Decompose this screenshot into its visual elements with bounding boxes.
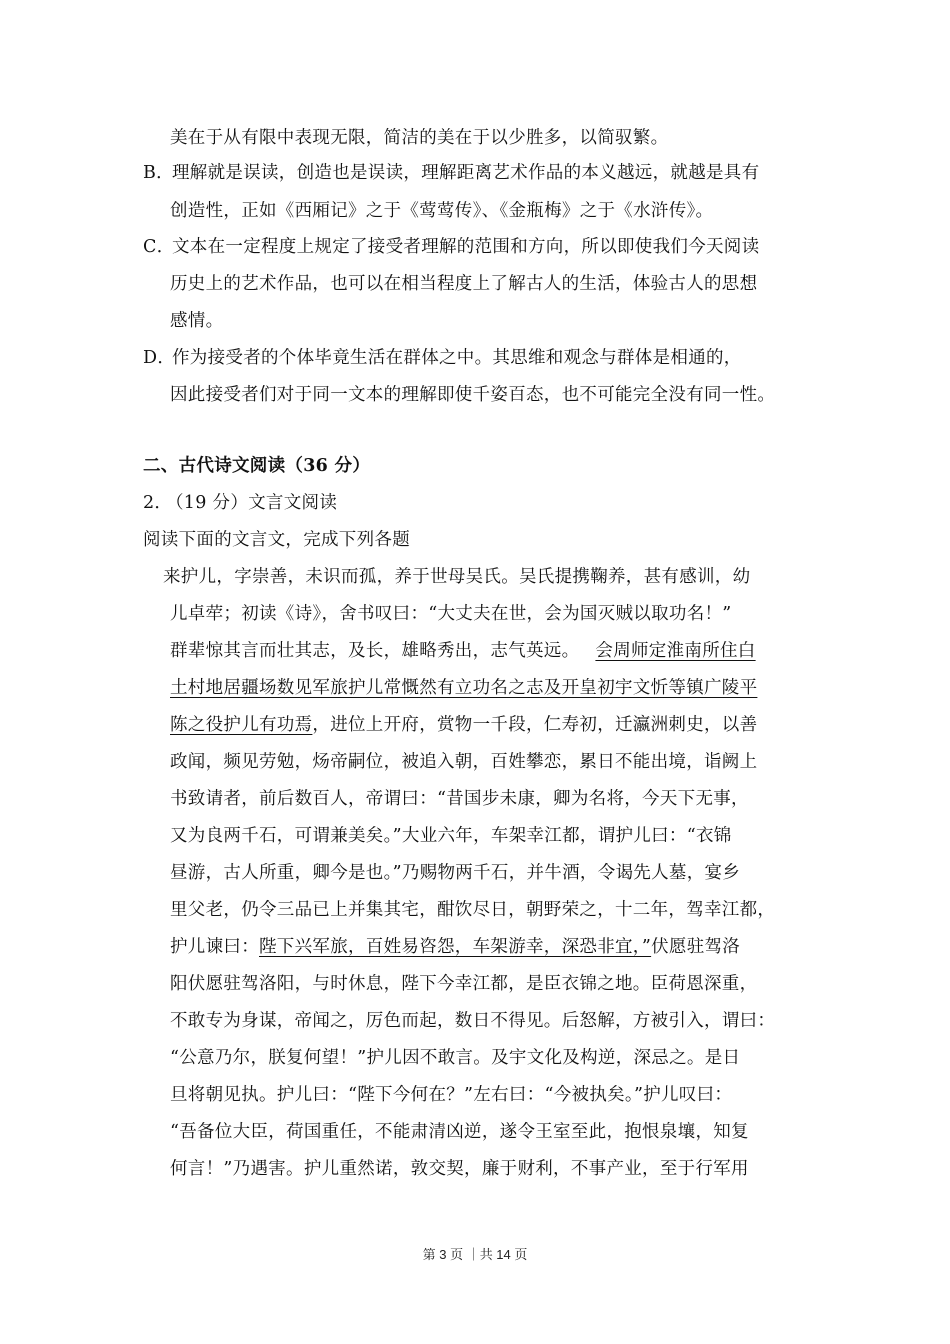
passage-line bbox=[170, 713, 757, 737]
underlined-passage: 陈之役护儿有功焉 bbox=[170, 715, 313, 735]
passage-line bbox=[170, 639, 756, 663]
underlined-passage: 土村地居疆场数见军旅护儿常慨然有立功名之志及开皇初宇文忻等镇广陵平 bbox=[170, 678, 758, 698]
passage-line: 政闻，频见劳勉，炀帝嗣位，被追入朝，百姓攀恋，累日不能出境，诣阙上 bbox=[170, 752, 758, 772]
passage-line: “吾备位大臣，荷国重任，不能肃清凶逆，遂令王室至此，抱恨泉壤，知复 bbox=[170, 1122, 749, 1142]
option-c-line-3: 感情。 bbox=[170, 311, 224, 331]
option-b-label: B． bbox=[143, 163, 174, 183]
option-c-label: C． bbox=[143, 237, 175, 257]
passage-line: 昼游，古人所重，卿今是也。”乃赐物两千石，并牛酒，令谒先人墓，宴乡 bbox=[170, 863, 741, 883]
passage-line: 何言！”乃遇害。护儿重然诺，敦交契，廉于财利，不事产业，至于行军用 bbox=[170, 1159, 749, 1179]
option-c-line-2: 历史上的艺术作品，也可以在相当程度上了解古人的生活，体验古人的思想 bbox=[170, 274, 758, 294]
passage-line bbox=[170, 935, 740, 959]
passage-line: 儿卓荦；初读《诗》，舍书叹曰：“大丈夫在世，会为国灭贼以取功名！” bbox=[170, 604, 732, 624]
underlined-passage: 会周师定淮南所住白 bbox=[595, 641, 756, 661]
passage-line: 来护儿，字崇善，未识而孤，养于世母吴氏。吴氏提携鞠养，甚有感训，幼 bbox=[163, 567, 751, 587]
passage-line: 书致请者，前后数百人，帝谓曰：“昔国步未康，卿为名将，今天下无事， bbox=[170, 789, 749, 809]
question-title: （19 分）文言文阅读 bbox=[166, 493, 338, 513]
option-b-line-1: 理解就是误读，创造也是误读，理解距离艺术作品的本义越远，就越是具有 bbox=[172, 163, 760, 183]
passage-text: ，进位上开府，赏物一千段，仁寿初，迁瀛洲刺史，以善 bbox=[312, 715, 758, 735]
passage-line: 旦将朝见执。护儿曰：“陛下今何在？”左右曰：“今被执矣。”护儿叹曰： bbox=[170, 1085, 733, 1105]
underlined-passage: 陛下兴军旅，百姓易咨怨，车架游幸，深恐非宜，” bbox=[259, 937, 652, 957]
section-heading: 二、古代诗文阅读（36 分） bbox=[143, 456, 371, 476]
passage-text: 护儿谏曰： bbox=[170, 937, 259, 957]
passage-line: 里父老，仍令三品已上并集其宅，酣饮尽日，朝野荣之，十二年，驾幸江都， bbox=[170, 900, 776, 920]
page-footer: 第 3 页 ｜共 14 页 bbox=[422, 1247, 528, 1262]
question-number: 2． bbox=[143, 493, 173, 513]
option-d-label: D． bbox=[143, 348, 176, 368]
option-c-line-1: 文本在一定程度上规定了接受者理解的范围和方向，所以即使我们今天阅读 bbox=[172, 237, 760, 257]
passage-line bbox=[170, 676, 757, 700]
passage-text: 群辈惊其言而壮其志，及长，雄略秀出，志气英远。 bbox=[170, 641, 580, 661]
passage-line: 又为良两千石，可谓兼美矣。”大业六年，车架幸江都，谓护儿曰：“衣锦 bbox=[170, 826, 732, 846]
option-d-line-1: 作为接受者的个体毕竟生活在群体之中。其思维和观念与群体是相通的， bbox=[172, 348, 742, 368]
question-instruction: 阅读下面的文言文，完成下列各题 bbox=[143, 530, 410, 550]
passage-line: 阳伏愿驻驾洛阳，与时休息，陛下今幸江都，是臣衣锦之地。臣荷恩深重， bbox=[170, 974, 758, 994]
option-b-line-2: 创造性，正如《西厢记》之于《莺莺传》、《金瓶梅》之于《水浒传》。 bbox=[170, 201, 714, 221]
passage-line: 不敢专为身谋，帝闻之，厉色而起，数日不得见。后怒解，方被引入，谓曰： bbox=[170, 1011, 776, 1031]
option-a-continuation: 美在于从有限中表现无限，简洁的美在于以少胜多，以简驭繁。 bbox=[170, 128, 669, 148]
passage-line: “公意乃尔，朕复何望！”护儿因不敢言。及宇文化及构逆，深忌之。是日 bbox=[170, 1048, 741, 1068]
option-d-line-2: 因此接受者们对于同一文本的理解即使千姿百态，也不可能完全没有同一性。 bbox=[170, 385, 776, 405]
passage-text: 伏愿驻驾洛 bbox=[651, 937, 741, 957]
